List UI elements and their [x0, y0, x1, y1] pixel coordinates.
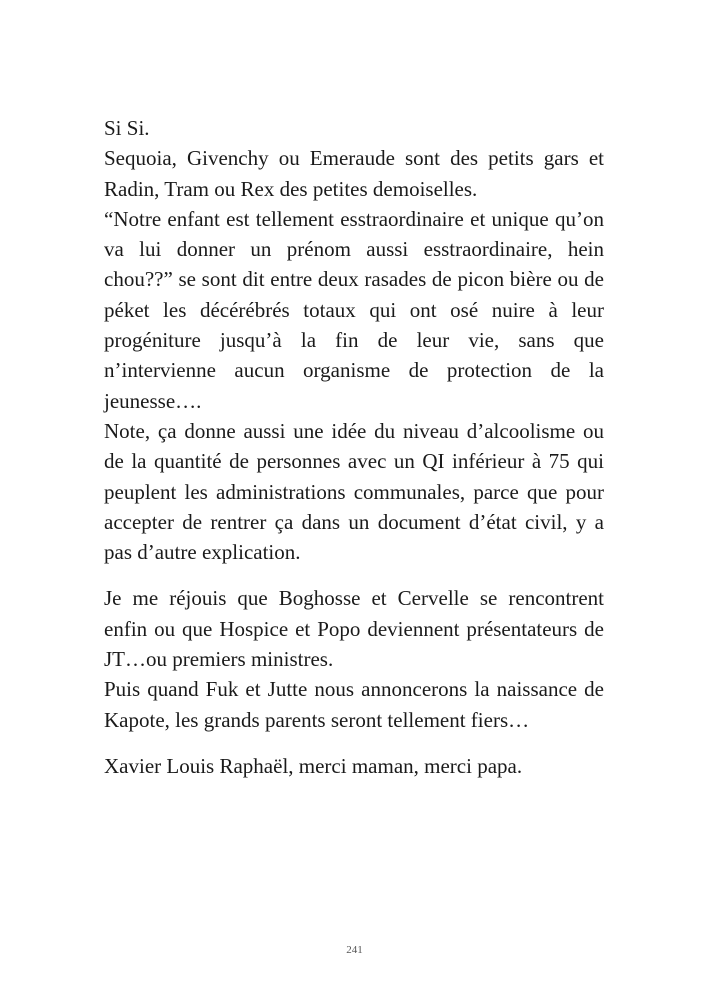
page-body — [104, 113, 604, 781]
paragraph-quote: “Notre enfant est tellement esstraordinaire et unique qu’on va lui donner un prénom aussi esstraordinaire, hein chou??” se sont dit entre deux rasades de picon bière ou de péket les décérébrés totaux qui ont osé nuire à leur progéniture jusqu’à la fin de leur vie, sans que n’intervienne aucun organisme de protection de la jeunesse…. — [104, 206, 604, 413]
page-number: 241 — [346, 944, 363, 956]
paragraph-signature: Xavier Louis Raphaël, merci maman, merci papa. — [104, 753, 523, 778]
paragraph-puis: Puis quand Fuk et Jutte nous annoncerons la naissance de Kapote, les grands parents seront tellement fiers… — [104, 677, 604, 732]
paragraph-rejouis: Je me réjouis que Boghosse et Cervelle se rencontrent enfin ou que Hospice et Popo deviennent présentateurs de JT…ou premiers ministres. — [104, 586, 604, 672]
paragraph-note: Note, ça donne aussi une idée du niveau d’alcoolisme ou de la quantité de personnes avec un QI inférieur à 75 qui peuplent les administrations communales, parce que pour accepter de rentrer ça dans un document d’état civil, y a pas d’autre explication. — [104, 418, 604, 565]
paragraph-si-si: Si Si. — [104, 116, 150, 140]
paragraph-names-list: Sequoia, Givenchy ou Emeraude sont des petits gars et Radin, Tram ou Rex des petites demoiselles. — [104, 146, 604, 201]
